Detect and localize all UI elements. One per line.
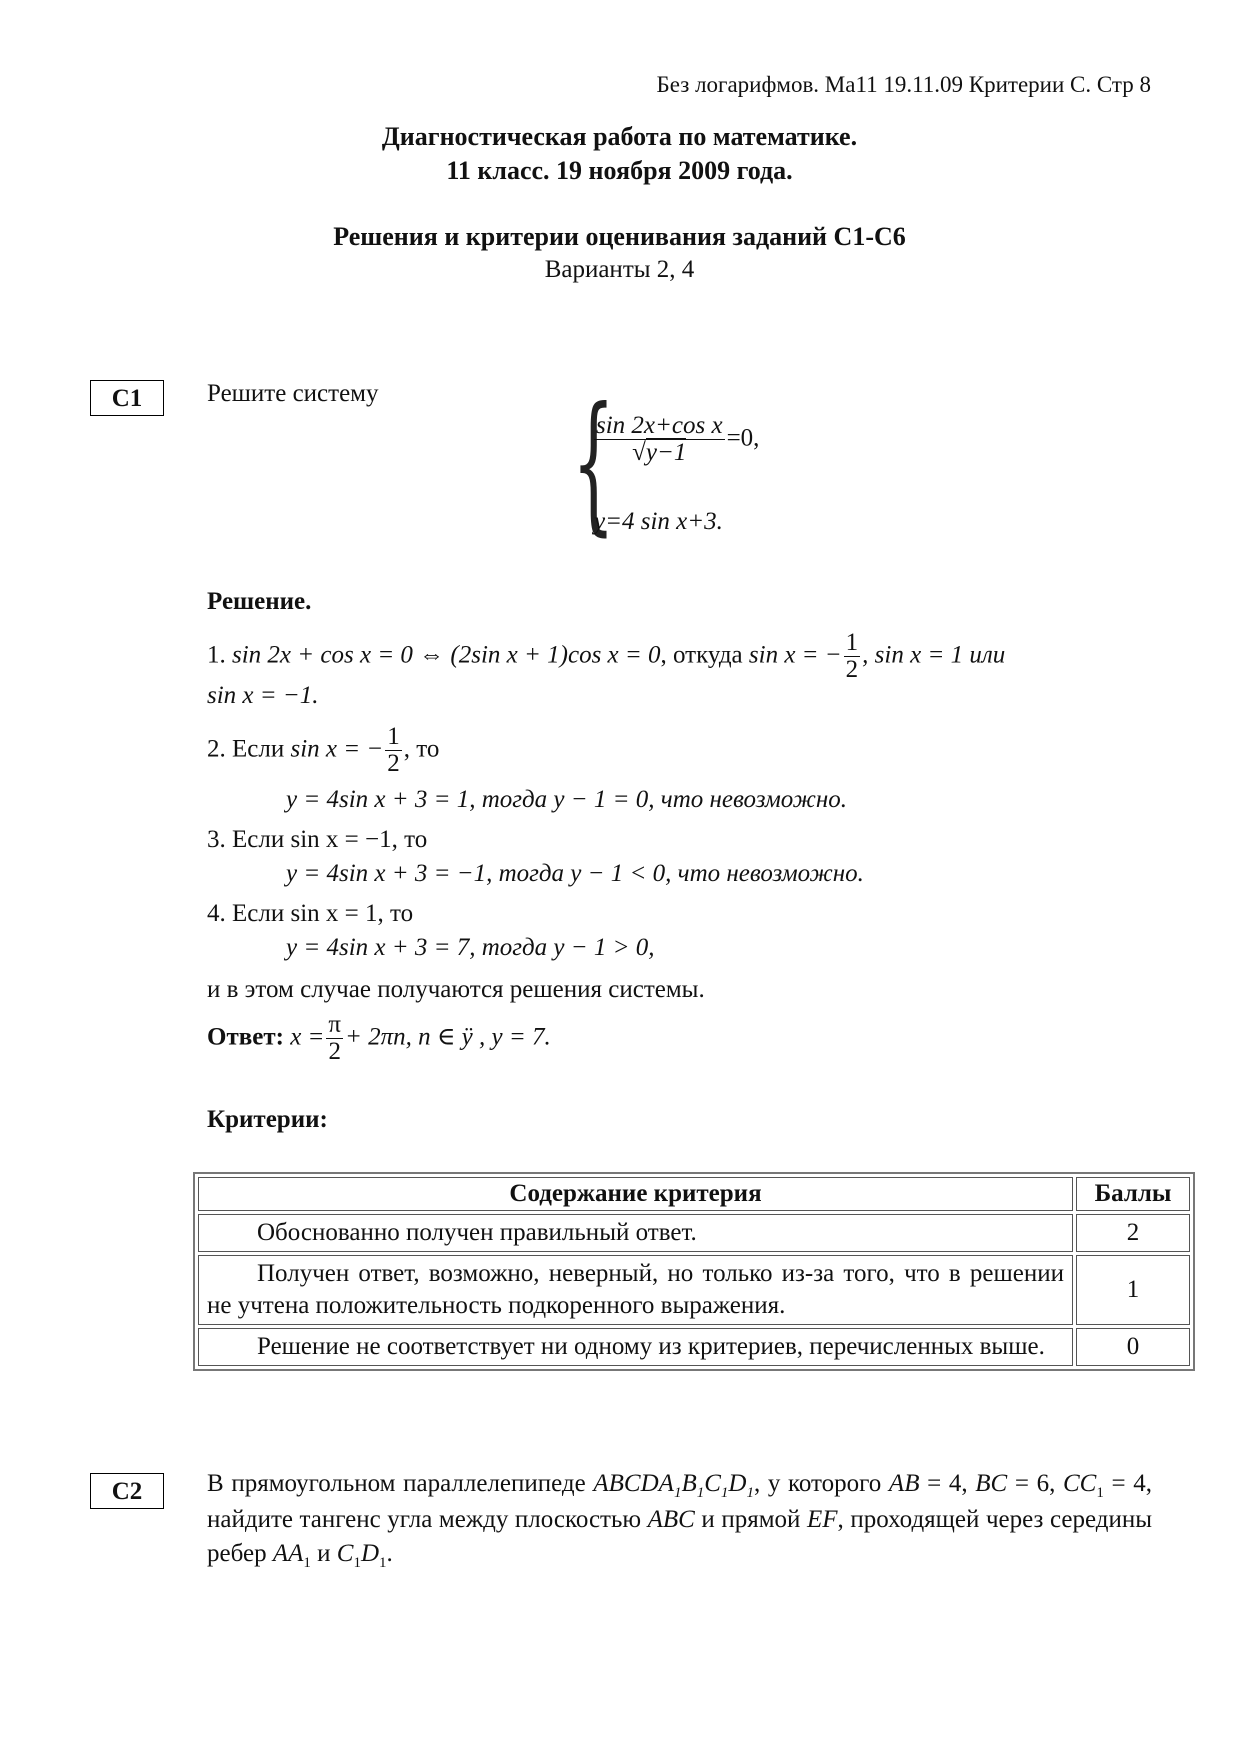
system-eq2: y=4 sin x+3. bbox=[594, 508, 723, 535]
answer-lhs: x = bbox=[290, 1023, 325, 1051]
criteria-table bbox=[193, 1172, 1195, 1371]
step-2-tail: , то bbox=[403, 735, 440, 763]
step-2-lhs: sin x = − bbox=[290, 735, 384, 763]
step-1-lead: 1. bbox=[207, 641, 226, 669]
answer-label: Ответ: bbox=[207, 1023, 284, 1051]
c1-badge: С1 bbox=[90, 380, 164, 416]
table-row bbox=[198, 1328, 1190, 1366]
criteria-col-points: Баллы bbox=[1076, 1177, 1190, 1211]
criteria-header-row bbox=[198, 1177, 1190, 1211]
step-2-frac-num: 1 bbox=[387, 723, 400, 750]
system-brace: { bbox=[572, 376, 615, 550]
criteria-text: Решение не соответствует ни одному из критериев, перечисленных выше. bbox=[198, 1328, 1073, 1366]
criteria-text: Получен ответ, возможно, неверный, но только из-за того, что в решении не учтена положительность подкоренного выражения. bbox=[198, 1255, 1073, 1325]
step-2-line-2: y = 4sin x + 3 = 1, тогда y − 1 = 0, что невозможно. bbox=[286, 786, 848, 813]
eq1-denominator: √y−1 bbox=[632, 439, 687, 467]
title-line-1: Диагностическая работа по математике. bbox=[381, 122, 858, 151]
step-2-frac-den: 2 bbox=[387, 750, 400, 778]
c2-badge: С2 bbox=[90, 1473, 164, 1509]
step-1-connector: , откуда bbox=[660, 641, 743, 669]
solution-heading: Решение. bbox=[207, 588, 312, 615]
step-4-line-3: и в этом случае получаются решения системы. bbox=[207, 976, 705, 1003]
eq1-tail: =0, bbox=[726, 424, 760, 452]
criteria-text: Обоснованно получен правильный ответ. bbox=[198, 1214, 1073, 1252]
c2-figure: $ABCDA_1B_1C_1D_1$ bbox=[593, 1470, 754, 1501]
step-4-line-2: y = 4sin x + 3 = 7, тогда y − 1 > 0, bbox=[286, 934, 655, 961]
step-1-lhs: sin x = − bbox=[748, 641, 842, 669]
step-4-line-1: 4. Если sin x = 1, то bbox=[207, 900, 414, 927]
title-line-2: 11 класс. 19 ноября 2009 года. bbox=[446, 156, 793, 185]
answer-fraction bbox=[326, 1012, 343, 1066]
step-1-fraction bbox=[844, 630, 861, 684]
criteria-col-content: Содержание критерия bbox=[198, 1177, 1073, 1211]
variants-line: Варианты 2, 4 bbox=[544, 256, 695, 283]
step-1-equation: sin 2x + cos x = 0 ⇔ (2sin x + 1)cos x = 0 bbox=[232, 641, 661, 669]
system-of-equations bbox=[572, 376, 792, 550]
c2-text: В прямоугольном параллелепипеде bbox=[207, 1470, 594, 1497]
step-2-lead: 2. Если bbox=[207, 735, 285, 763]
running-header: Без логарифмов. Ма11 19.11.09 Критерии С. Стр 8 bbox=[656, 72, 1151, 97]
system-eq1 bbox=[592, 413, 759, 467]
c2-task-text: В прямоугольном параллелепипеде $ABCDA_1B_1C_1D_1$, у которого AB = 4, BC = 6, $CC_1 = 4$, найдите тангенс угла между плоскостью ABC и прямой EF, проходящей через середины ребер $AA_1$ и $C_1D_1$. bbox=[207, 1470, 1152, 1571]
step-1-tail: , sin x = 1 или bbox=[862, 641, 1006, 669]
step-1-line-2: sin x = −1. bbox=[207, 682, 319, 709]
criteria-points: 0 bbox=[1076, 1328, 1190, 1366]
criteria-points: 2 bbox=[1076, 1214, 1190, 1252]
answer-tail: + 2πn, n ∈ ÿ , y = 7. bbox=[345, 1023, 551, 1051]
step-1-line-1 bbox=[207, 630, 1005, 684]
step-1-frac-num: 1 bbox=[845, 629, 859, 656]
answer-frac-num: π bbox=[328, 1011, 342, 1038]
table-row bbox=[198, 1214, 1190, 1252]
eq1-radicand: y−1 bbox=[645, 439, 687, 467]
eq1-numerator: sin 2x+cos x bbox=[596, 412, 723, 439]
step-2-line-1 bbox=[207, 724, 439, 778]
eq1-fraction bbox=[594, 413, 725, 467]
answer-frac-den: 2 bbox=[328, 1038, 341, 1066]
c1-task: Решите систему bbox=[207, 380, 379, 407]
step-1-frac-den: 2 bbox=[845, 656, 859, 684]
step-3-line-2: y = 4sin x + 3 = −1, тогда y − 1 < 0, что невозможно. bbox=[286, 860, 864, 887]
criteria-points: 1 bbox=[1076, 1255, 1190, 1325]
step-3-line-1: 3. Если sin x = −1, то bbox=[207, 826, 428, 853]
title-line-3: Решения и критерии оценивания заданий С1-С6 bbox=[333, 222, 906, 251]
step-2-fraction bbox=[385, 724, 402, 778]
table-row bbox=[198, 1255, 1190, 1325]
criteria-heading: Критерии: bbox=[207, 1106, 328, 1133]
answer-line bbox=[207, 1012, 551, 1066]
